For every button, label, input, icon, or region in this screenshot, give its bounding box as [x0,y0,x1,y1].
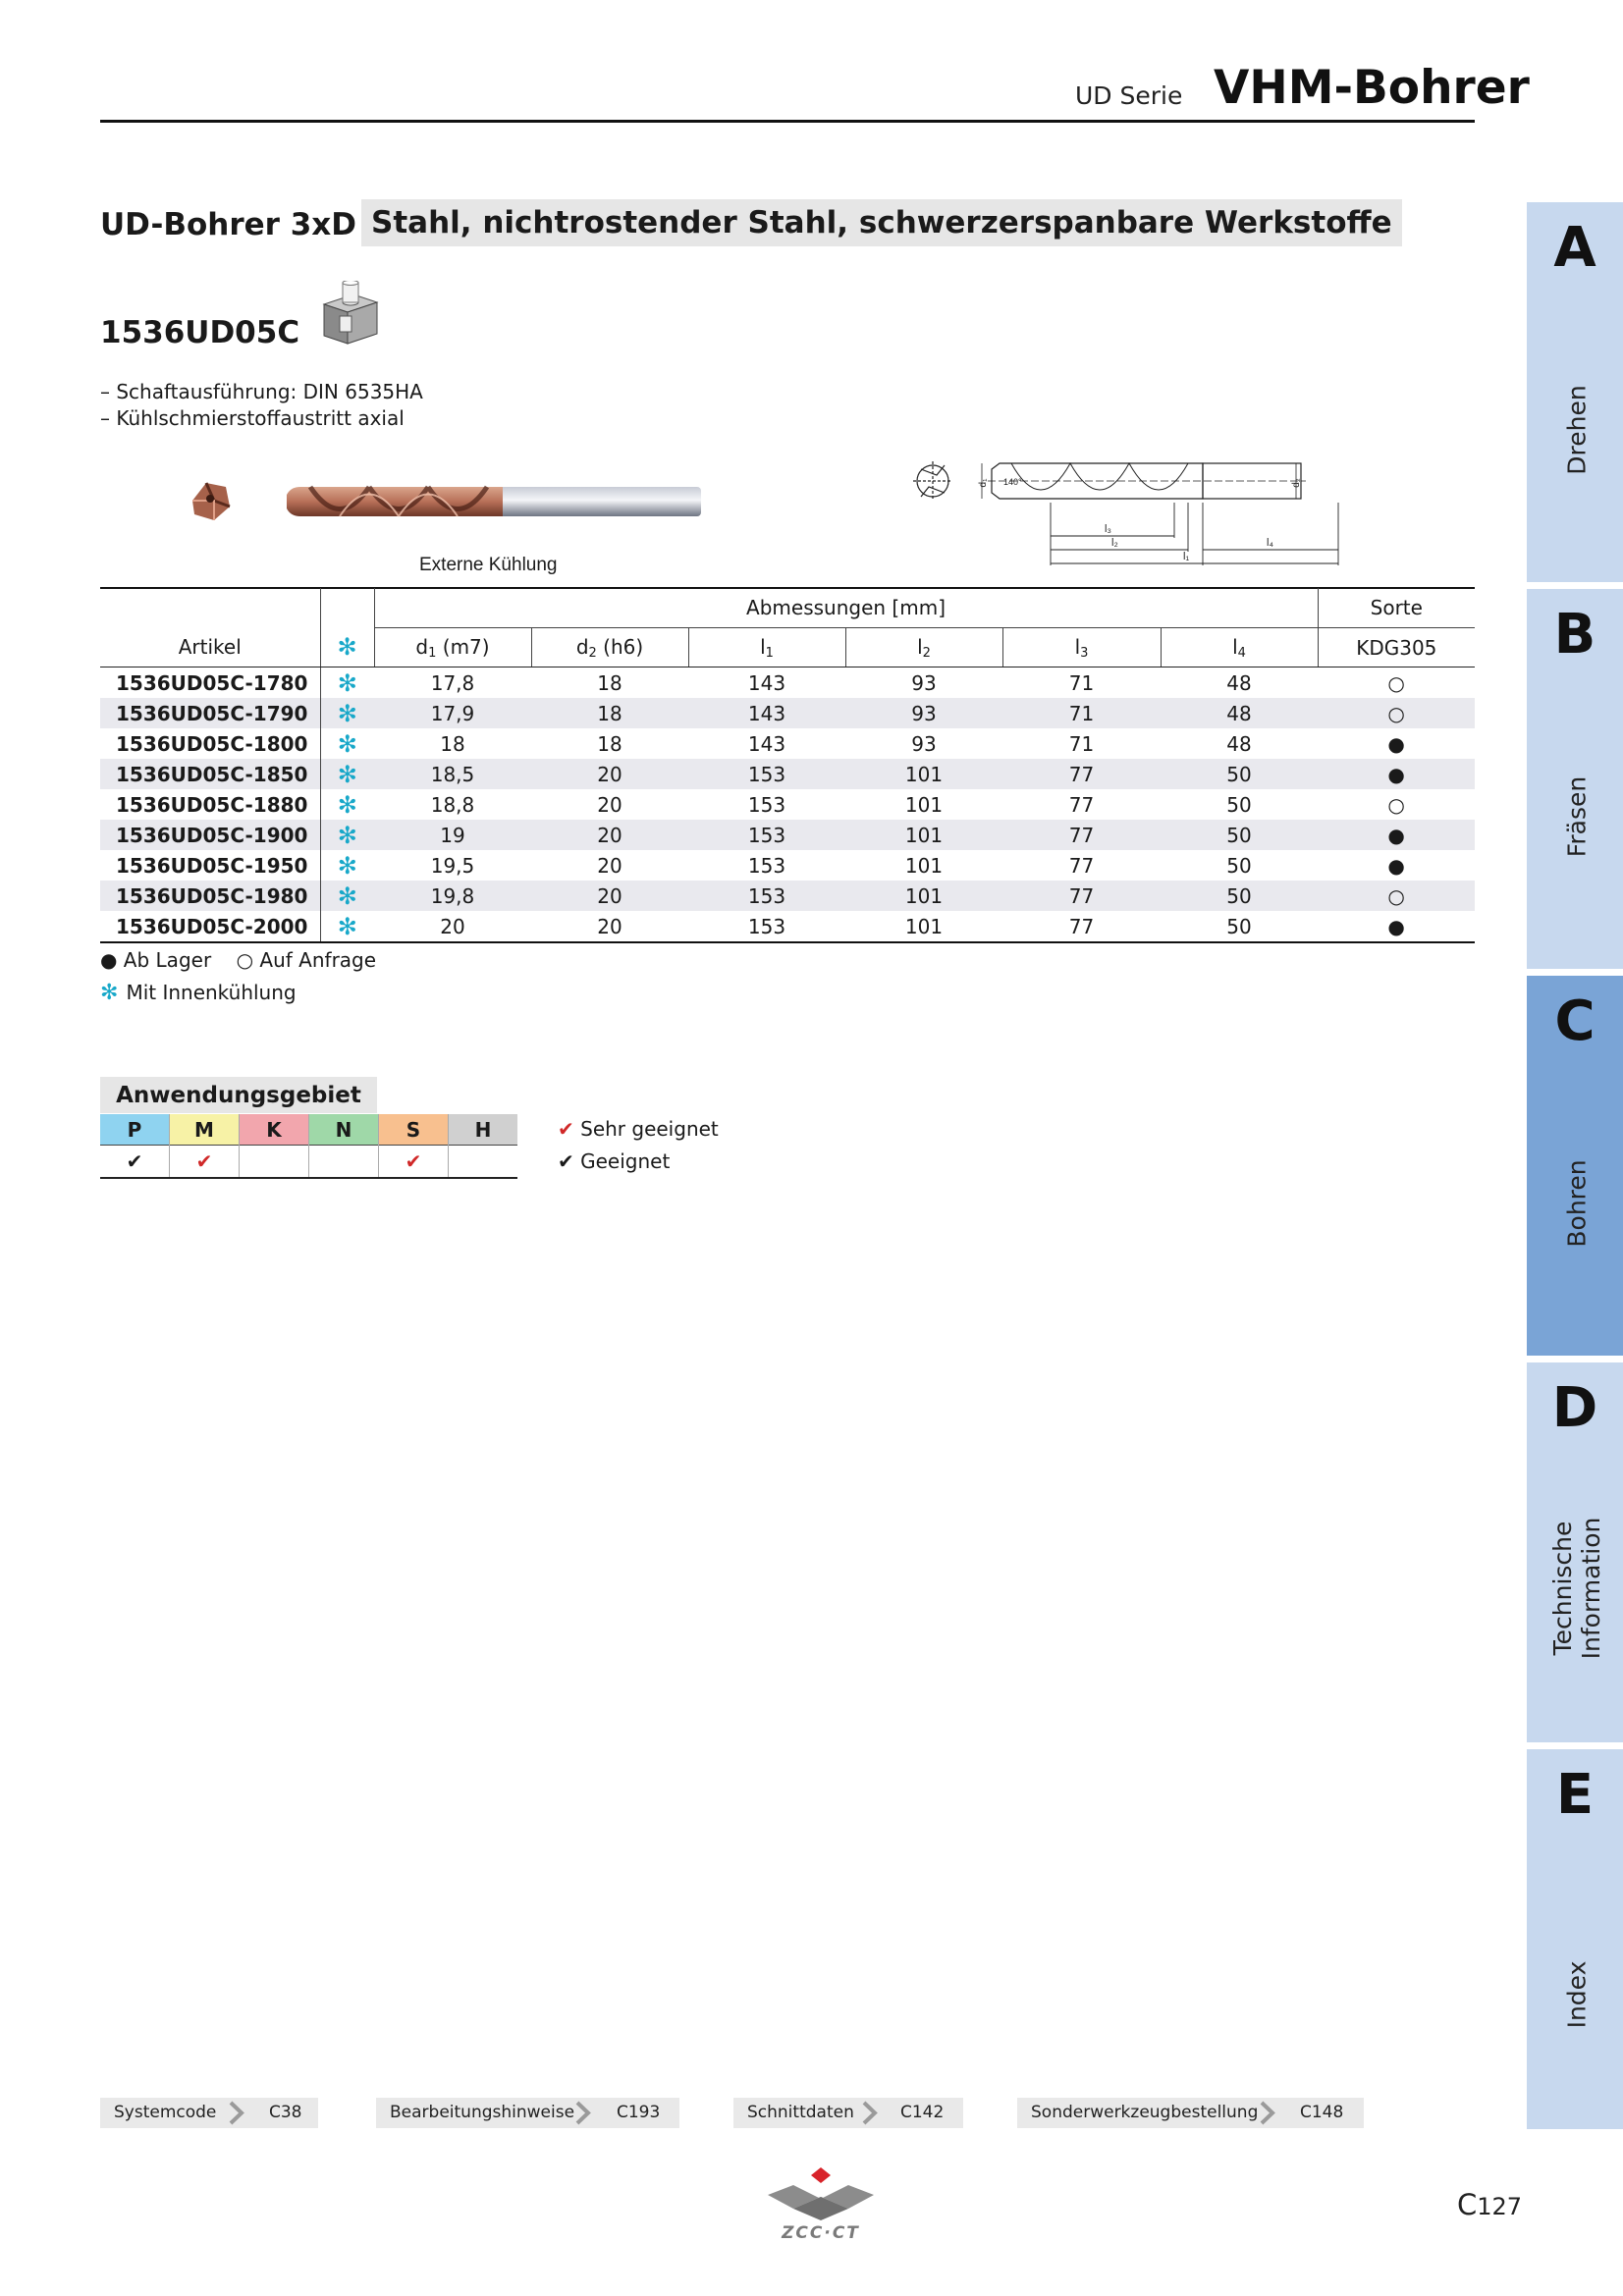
cell-l4: 48 [1226,670,1252,695]
cell-l3: 77 [1068,853,1095,878]
cell-l1: 153 [688,881,845,911]
cell-l3: 77 [1002,881,1161,911]
cell-d1: 19 [374,820,531,850]
cell-grade: ● [1318,911,1475,942]
cell-coolant-icon: ✻ [320,820,374,850]
label-l2: l₂ [1111,537,1118,549]
empty-cell [309,1146,379,1179]
legend-suitable: ✔ Geeignet [558,1149,671,1173]
cell-l2: 101 [845,881,1002,911]
material-h: H [449,1114,518,1146]
zcc-ct-logo [764,2163,878,2242]
cell-grade: ● [1387,731,1405,756]
suitability-row [100,1146,517,1179]
table-row [100,759,1475,789]
label-angle: 140° [1003,477,1022,487]
cell-l4: 50 [1161,820,1318,850]
cell-l1: 153 [688,759,845,789]
tab-index[interactable]: E Index [1527,1749,1623,2129]
technical-drawing [903,448,1384,571]
cell-l3: 77 [1002,759,1161,789]
product-name: UD-Bohrer 3xD [100,207,357,242]
col-coolant-header: ✻ [320,588,374,667]
label-d1: d₁ [978,478,989,488]
material-banner: Stahl, nichtrostender Stahl, schwerzerspanbare Werkstoffe [361,199,1402,246]
cell-d2: 18 [597,670,622,695]
cell-d1: 18,5 [374,759,531,789]
table-row [100,820,1475,850]
cell-grade: ● [1387,853,1405,878]
cell-article: 1536UD05C-1900 [100,820,320,850]
cell-l4: 50 [1161,881,1318,911]
label-l1: l₁ [1183,551,1190,562]
cell-l2: 93 [911,731,937,756]
cell-d2: 18 [531,698,688,728]
chevron-right-icon [1257,2101,1278,2125]
dimensions-group-header: Abmessungen [mm] [374,588,1318,628]
check-icon: ✔ [100,1146,170,1179]
article-table [100,588,1475,943]
cell-article: 1536UD05C-2000 [100,911,320,942]
grade-group-header: Sorte [1318,588,1475,628]
empty-cell [240,1146,309,1179]
col-grade-header: KDG305 [1318,628,1475,667]
col-d1-header: $d_1$ (m7) [374,628,531,667]
dimension-lines [1051,503,1338,565]
cell-grade: ○ [1318,881,1475,911]
legend-coolant: Mit Innenkühlung [126,981,297,1004]
col-l3-header: $l_3$ [1002,628,1161,667]
cell-d2: 20 [597,792,622,817]
cell-coolant-icon: ✻ [320,667,374,699]
tab-fraesen[interactable]: B Fräsen [1527,589,1623,969]
col-article-header: Artikel [100,588,320,667]
red-check-icon: ✔ [558,1117,574,1141]
cell-l3: 77 [1002,911,1161,942]
table-row [100,728,1475,759]
page-title: VHM-Bohrer [1214,61,1530,115]
application-title: Anwendungsgebiet [100,1077,377,1113]
cell-l1: 153 [747,853,786,878]
cell-l3: 77 [1002,820,1161,850]
cell-l4: 50 [1226,792,1252,817]
workpiece-icon [320,281,381,347]
table-row [100,698,1475,728]
cell-d1: 19,5 [430,853,475,878]
cell-l4: 48 [1226,731,1252,756]
drill-front-view [913,461,952,501]
cell-d2: 20 [597,853,622,878]
cell-l1: 143 [688,698,845,728]
cell-coolant-icon: ✻ [320,911,374,942]
series-label: UD Serie [1075,81,1183,110]
chevron-right-icon [226,2101,247,2125]
cell-article: 1536UD05C-1980 [100,881,320,911]
cell-l3: 71 [1068,670,1095,695]
col-d2-header: $d_2$ (h6) [531,628,688,667]
cell-l2: 101 [904,853,944,878]
coolant-icon: ✻ [100,981,119,1005]
cell-d1: 18 [440,731,465,756]
cell-coolant-icon: ✻ [320,728,374,759]
cell-d1: 17,8 [430,670,475,695]
svg-text:ZCC·CT: ZCC·CT [782,2223,860,2242]
cell-article: 1536UD05C-1800 [116,731,308,756]
table-header-group-row [100,588,1475,628]
ref-bearbeitungshinweise[interactable]: Bearbeitungshinweise C193 [376,2098,679,2128]
cell-coolant-icon: ✻ [320,759,374,789]
feature-shank: – Schaftausführung: DIN 6535HA [100,380,423,403]
cell-article: 1536UD05C-1850 [100,759,320,789]
product-code: 1536UD05C [100,315,300,350]
empty-cell [449,1146,518,1179]
ref-systemcode[interactable]: Systemcode C38 [100,2098,318,2128]
material-k: K [240,1114,309,1146]
label-l4: l₄ [1267,537,1273,549]
drill-tip-image [185,477,236,524]
cell-grade: ○ [1318,698,1475,728]
cooling-caption: Externe Kühlung [419,555,558,575]
cell-l1: 143 [747,670,786,695]
cell-l4: 50 [1226,853,1252,878]
drill-side-view [982,463,1306,499]
tab-bohren[interactable]: C Bohren [1527,976,1623,1356]
coolant-legend [100,981,297,1005]
cell-l2: 101 [845,911,1002,942]
table-row [100,667,1475,699]
cell-article: 1536UD05C-1880 [116,792,308,817]
legend-stock: ● Ab Lager [100,948,212,972]
tab-technische-information[interactable]: D Technische Information [1527,1362,1623,1742]
legend-on-request: ○ Auf Anfrage [236,948,377,972]
check-icon: ✔ [170,1146,240,1179]
ref-sonderwerkzeugbestellung[interactable]: Sonderwerkzeugbestellung C148 [1017,2098,1364,2128]
col-l4-header: $l_4$ [1161,628,1318,667]
cell-l3: 71 [1068,731,1095,756]
material-m: M [170,1114,240,1146]
cell-article: 1536UD05C-1780 [116,670,308,695]
col-l2-header: $l_2$ [845,628,1002,667]
cell-d1: 20 [374,911,531,942]
feature-coolant: – Kühlschmierstoffaustritt axial [100,406,405,430]
cell-d1: 19,8 [374,881,531,911]
cell-article: 1536UD05C-1950 [116,853,308,878]
cell-d1: 17,9 [374,698,531,728]
table-row [100,881,1475,911]
cell-l2: 93 [845,698,1002,728]
cell-coolant-icon: ✻ [320,881,374,911]
ref-schnittdaten[interactable]: Schnittdaten C142 [733,2098,963,2128]
cell-l4: 50 [1161,759,1318,789]
cell-l1: 153 [688,911,845,942]
cell-l2: 101 [845,820,1002,850]
material-s: S [379,1114,449,1146]
header-rule [100,120,1475,123]
cell-coolant-icon: ✻ [320,789,374,820]
tab-drehen[interactable]: A Drehen [1527,202,1623,582]
material-row [100,1114,517,1146]
check-icon: ✔ [558,1149,574,1173]
drill-side-image [281,479,705,524]
cell-l3: 77 [1068,792,1095,817]
cell-l4: 48 [1161,698,1318,728]
cell-grade: ○ [1387,792,1405,817]
cell-d2: 20 [531,820,688,850]
cell-d2: 18 [597,731,622,756]
legend-very-suitable: ✔ Sehr geeignet [558,1117,719,1141]
check-icon: ✔ [379,1146,449,1179]
cell-l4: 50 [1161,911,1318,942]
material-p: P [100,1114,170,1146]
cell-l1: 143 [747,731,786,756]
col-l1-header: $l_1$ [688,628,845,667]
cell-l1: 153 [747,792,786,817]
cell-d1: 18,8 [430,792,475,817]
cell-l1: 153 [688,820,845,850]
application-table [100,1114,517,1179]
label-l3: l₃ [1105,523,1111,535]
cell-d2: 20 [531,759,688,789]
material-n: N [309,1114,379,1146]
cell-d2: 20 [531,911,688,942]
cell-l2: 93 [911,670,937,695]
cell-grade: ○ [1387,670,1405,695]
cell-grade: ● [1318,759,1475,789]
availability-legend [100,948,376,972]
cell-grade: ● [1318,820,1475,850]
chevron-right-icon [859,2101,881,2125]
cell-article: 1536UD05C-1790 [100,698,320,728]
cell-l2: 101 [845,759,1002,789]
chevron-right-icon [572,2101,594,2125]
table-row [100,789,1475,820]
label-d2: d₂ [1291,478,1302,488]
cell-l3: 71 [1002,698,1161,728]
cell-l2: 101 [904,792,944,817]
cell-coolant-icon: ✻ [320,698,374,728]
table-row [100,911,1475,942]
cell-d2: 20 [531,881,688,911]
table-row [100,850,1475,881]
cell-coolant-icon: ✻ [320,850,374,881]
page-number: C127 [1457,2188,1523,2221]
